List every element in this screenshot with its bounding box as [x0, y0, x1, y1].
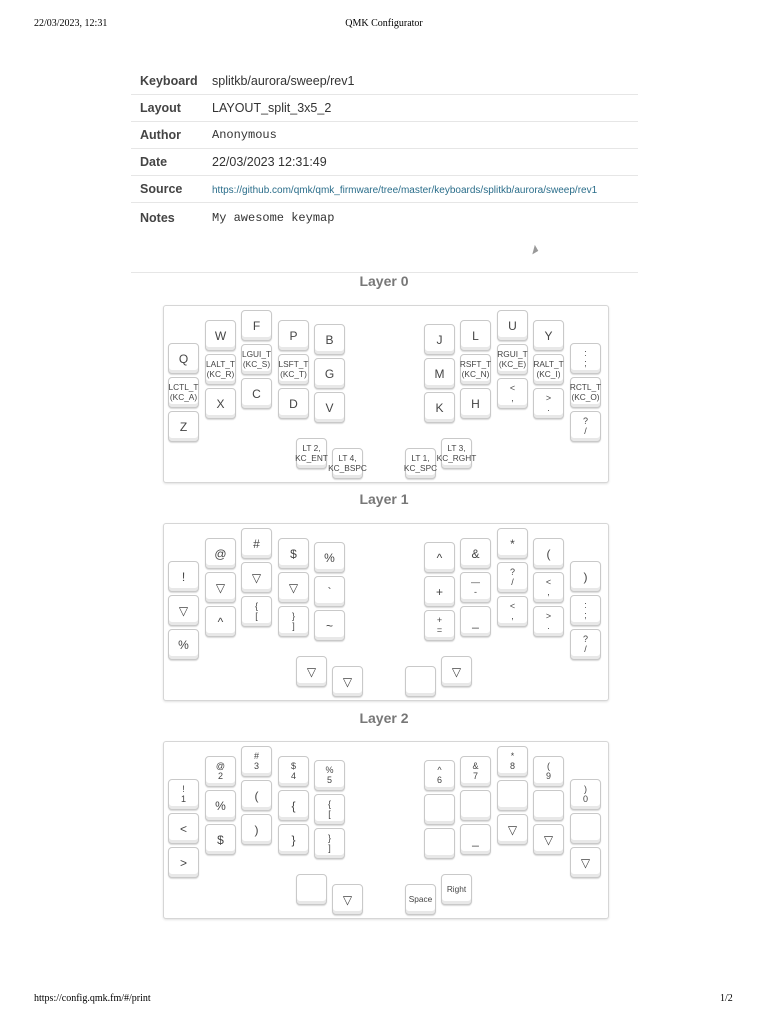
layer-title: Layer 2	[359, 710, 409, 726]
keycap[interactable]: Right	[441, 874, 472, 905]
keycap[interactable]: { [	[241, 596, 272, 627]
keycap[interactable]: + =	[424, 610, 455, 641]
keycap[interactable]: ! 1	[168, 779, 199, 810]
keycap[interactable]: ^ 6	[424, 760, 455, 791]
keymap-info-table	[131, 68, 638, 273]
keycap[interactable]	[405, 666, 436, 697]
keycap[interactable]: : ;	[570, 595, 601, 626]
keycap[interactable]: U	[497, 310, 528, 341]
keycap[interactable]: B	[314, 324, 345, 355]
keycap[interactable]: ) 0	[570, 779, 601, 810]
info-label: Date	[131, 149, 212, 176]
keycap[interactable]: J	[424, 324, 455, 355]
info-label: Source	[131, 176, 212, 203]
keycap[interactable]: _	[460, 824, 491, 855]
keycap[interactable]: ▽	[441, 656, 472, 687]
keycap[interactable]: LGUI_T (KC_S)	[241, 344, 272, 375]
info-value: splitkb/aurora/sweep/rev1	[212, 68, 638, 95]
resize-handle-icon[interactable]: ◢	[527, 243, 539, 256]
keycap[interactable]: Q	[168, 343, 199, 374]
keycap[interactable]	[296, 874, 327, 905]
keycap[interactable]: $ 4	[278, 756, 309, 787]
layer-title: Layer 0	[359, 273, 409, 289]
keycap[interactable]: W	[205, 320, 236, 351]
keycap[interactable]: Z	[168, 411, 199, 442]
keycap[interactable]: RGUI_T (KC_E)	[497, 344, 528, 375]
keycap[interactable]: LSFT_T (KC_T)	[278, 354, 309, 385]
info-label: Layout	[131, 95, 212, 122]
info-label: Keyboard	[131, 68, 212, 95]
keycap[interactable]: <	[168, 813, 199, 844]
info-label: Notes	[131, 203, 212, 273]
keycap[interactable]: LT 4, KC_BSPC	[332, 448, 363, 479]
info-row-keyboard	[131, 68, 638, 95]
keycap[interactable]: H	[460, 388, 491, 419]
keycap[interactable]: L	[460, 320, 491, 351]
keycap[interactable]: (	[533, 538, 564, 569]
keycap[interactable]: ▽	[533, 824, 564, 855]
keycap[interactable]	[533, 790, 564, 821]
keycap[interactable]	[570, 813, 601, 844]
keycap[interactable]: +	[424, 576, 455, 607]
keycap[interactable]: ? /	[570, 411, 601, 442]
keycap[interactable]: C	[241, 378, 272, 409]
keycap[interactable]: LT 2, KC_ENT	[296, 438, 327, 469]
keycap[interactable]: F	[241, 310, 272, 341]
keycap[interactable]: {	[278, 790, 309, 821]
author-field[interactable]: Anonymous	[212, 122, 638, 149]
keycap[interactable]	[424, 828, 455, 859]
keycap[interactable]: ? /	[497, 562, 528, 593]
keycap[interactable]: )	[570, 561, 601, 592]
keycap[interactable]: ▽	[278, 572, 309, 603]
keycap[interactable]: (	[241, 780, 272, 811]
keycap[interactable]: : ;	[570, 343, 601, 374]
keycap[interactable]: ▽	[296, 656, 327, 687]
keycap[interactable]: G	[314, 358, 345, 389]
source-link[interactable]: https://github.com/qmk/qmk_firmware/tree/master/keyboards/splitkb/aurora/sweep/rev1	[212, 185, 598, 196]
keycap[interactable]: & 7	[460, 756, 491, 787]
keycap[interactable]: LCTL_T (KC_A)	[168, 377, 199, 408]
print-datetime: 22/03/2023, 12:31	[34, 18, 108, 29]
keycap[interactable]: M	[424, 358, 455, 389]
keycap[interactable]: Y	[533, 320, 564, 351]
keycap[interactable]: % 5	[314, 760, 345, 791]
keycap[interactable]: ~	[314, 610, 345, 641]
keycap[interactable]: %	[168, 629, 199, 660]
keycap[interactable]: ▽	[332, 884, 363, 915]
keycap[interactable]: >	[168, 847, 199, 878]
info-value: 22/03/2023 12:31:49	[212, 149, 638, 176]
keycap[interactable]: V	[314, 392, 345, 423]
keycap[interactable]	[460, 790, 491, 821]
keycap[interactable]: `	[314, 576, 345, 607]
page-number: 1/2	[720, 993, 733, 1004]
keycap[interactable]: ▽	[168, 595, 199, 626]
keycap[interactable]: ^	[205, 606, 236, 637]
notes-field[interactable]: My awesome keymap	[212, 203, 638, 273]
info-row-notes	[131, 203, 638, 273]
keycap[interactable]: ▽	[332, 666, 363, 697]
keycap[interactable]: K	[424, 392, 455, 423]
keycap[interactable]: RCTL_T (KC_O)	[570, 377, 601, 408]
keycap[interactable]: { [	[314, 794, 345, 825]
keycap[interactable]: RSFT_T (KC_N)	[460, 354, 491, 385]
keycap[interactable]: LALT_T (KC_R)	[205, 354, 236, 385]
info-label: Author	[131, 122, 212, 149]
keycap[interactable]: }	[278, 824, 309, 855]
keycap[interactable]: ▽	[497, 814, 528, 845]
keycap[interactable]: LT 3, KC_RGHT	[441, 438, 472, 469]
info-row-date	[131, 149, 638, 176]
keycap[interactable]: ▽	[570, 847, 601, 878]
keycap[interactable]: ( 9	[533, 756, 564, 787]
keycap[interactable]: %	[314, 542, 345, 573]
keycap[interactable]: %	[205, 790, 236, 821]
keycap[interactable]: } ]	[314, 828, 345, 859]
keycap[interactable]: ▽	[241, 562, 272, 593]
keycap[interactable]: < ,	[497, 378, 528, 409]
keycap[interactable]: *	[497, 528, 528, 559]
keycap[interactable]: P	[278, 320, 309, 351]
keycap[interactable]: _	[460, 606, 491, 637]
keycap[interactable]: $	[205, 824, 236, 855]
keycap[interactable]: RALT_T (KC_I)	[533, 354, 564, 385]
keycap[interactable]: Space	[405, 884, 436, 915]
keycap[interactable]: &	[460, 538, 491, 569]
keycap[interactable]: @	[205, 538, 236, 569]
keycap[interactable]: ? /	[570, 629, 601, 660]
keycap[interactable]: $	[278, 538, 309, 569]
keycap[interactable]: < ,	[497, 596, 528, 627]
keycap[interactable]: D	[278, 388, 309, 419]
keycap[interactable]	[497, 780, 528, 811]
keycap[interactable]: LT 1, KC_SPC	[405, 448, 436, 479]
keycap[interactable]: < ,	[533, 572, 564, 603]
keycap[interactable]: X	[205, 388, 236, 419]
info-row-source	[131, 176, 638, 203]
keycap[interactable]: ▽	[205, 572, 236, 603]
info-value: LAYOUT_split_3x5_2	[212, 95, 638, 122]
keycap[interactable]: )	[241, 814, 272, 845]
print-url: https://config.qmk.fm/#/print	[34, 993, 151, 1004]
keycap[interactable]: # 3	[241, 746, 272, 777]
keycap[interactable]: !	[168, 561, 199, 592]
keycap[interactable]: — -	[460, 572, 491, 603]
print-title: QMK Configurator	[345, 18, 423, 29]
keycap[interactable]: > .	[533, 388, 564, 419]
layer-title: Layer 1	[359, 491, 409, 507]
info-row-author	[131, 122, 638, 149]
info-row-layout	[131, 95, 638, 122]
keycap[interactable]: } ]	[278, 606, 309, 637]
keycap[interactable]: @ 2	[205, 756, 236, 787]
keycap[interactable]: #	[241, 528, 272, 559]
keycap[interactable]: ^	[424, 542, 455, 573]
keycap[interactable]: * 8	[497, 746, 528, 777]
keycap[interactable]: > .	[533, 606, 564, 637]
keycap[interactable]	[424, 794, 455, 825]
